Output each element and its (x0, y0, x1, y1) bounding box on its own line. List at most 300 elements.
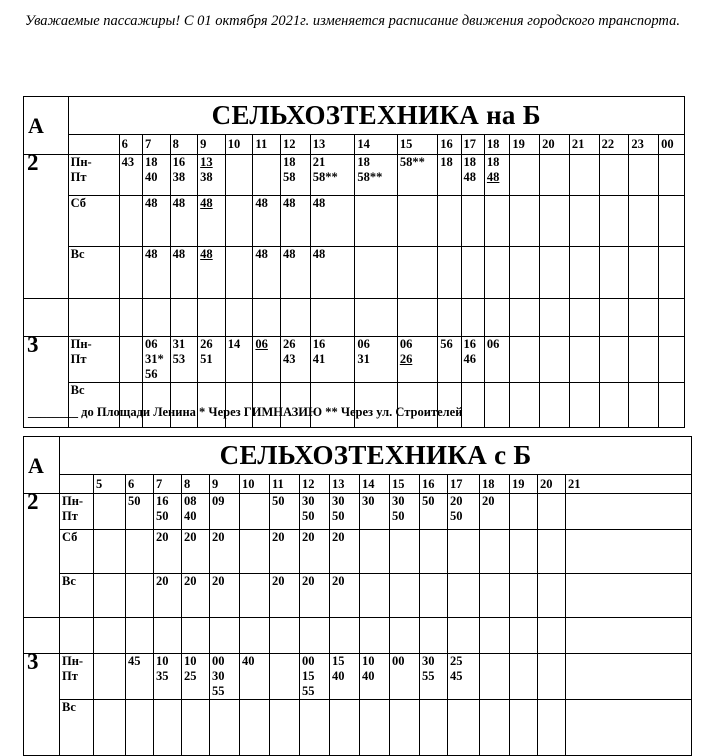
hour-header: 14 (360, 475, 390, 494)
day-label: Вс (70, 383, 85, 397)
hour-header: 15 (397, 135, 437, 155)
separator-cell (360, 618, 390, 654)
hour-header: 18 (484, 135, 509, 155)
departure-minute: 26 (200, 337, 213, 351)
hour-header: 13 (330, 475, 360, 494)
departure-minute: 48 (172, 196, 186, 210)
departure-minute: 56 (440, 337, 453, 351)
hour-header-blank (68, 135, 119, 155)
minute-cell (126, 700, 154, 756)
departure-minute: 51 (200, 352, 213, 366)
day-label: Вс (70, 247, 85, 261)
minute-cell (154, 654, 182, 700)
minute-cell (360, 530, 390, 574)
departure-minute: 16 (156, 494, 169, 508)
day-label: Сб (70, 196, 87, 210)
minute-cell (540, 155, 570, 196)
day-type (60, 574, 94, 618)
minute-cell (448, 574, 480, 618)
departure-minute: 00 (302, 654, 315, 668)
separator-cell (397, 299, 437, 337)
minute-cell (225, 247, 253, 299)
departure-minute: 53 (172, 352, 186, 366)
departure-minute: 31* (144, 352, 164, 366)
separator-cell (599, 299, 629, 337)
separator-cell (540, 299, 570, 337)
minute-cell (119, 196, 142, 247)
departure-minute: 20 (184, 530, 197, 544)
departure-minute: 40 (332, 669, 345, 683)
minute-cell (538, 530, 566, 574)
minute-cell (510, 530, 538, 574)
departure-minute: 16 (312, 337, 326, 351)
departure-minute: 14 (227, 337, 241, 351)
minute-cell (438, 155, 461, 196)
departure-minute: 56 (144, 367, 158, 381)
minute-cell (397, 155, 437, 196)
hour-header: 7 (142, 135, 170, 155)
minute-cell (240, 654, 270, 700)
minute-cell (599, 337, 629, 383)
hour-header: 5 (94, 475, 126, 494)
minute-cell (281, 337, 311, 383)
departure-minute: 40 (184, 509, 197, 523)
schedule-table-to-b (23, 96, 685, 428)
separator-cell (300, 618, 330, 654)
minute-cell (142, 337, 170, 383)
hour-header: 20 (540, 135, 570, 155)
minute-cell (182, 530, 210, 574)
separator-cell (119, 299, 142, 337)
minute-cell (629, 383, 659, 428)
hour-header: 21 (569, 135, 599, 155)
minute-cell (599, 196, 629, 247)
minute-cell (438, 247, 461, 299)
route-number: 2 (24, 494, 60, 618)
minute-cell (330, 654, 360, 700)
minute-cell (210, 700, 240, 756)
departure-minute: 50 (422, 494, 435, 508)
departure-minute: 48 (200, 247, 213, 261)
departure-minute: 50 (128, 494, 141, 508)
route-letter: А (24, 97, 69, 155)
minute-cell (126, 574, 154, 618)
hour-header: 21 (566, 475, 692, 494)
minute-cell (480, 654, 510, 700)
notice-text: Уважаемые пассажиры! С 01 октября 2021г. изменяется расписание движения городского транспорта. (25, 13, 680, 29)
departure-minute: 00 (392, 654, 405, 668)
departure-minute: 08 (184, 494, 197, 508)
separator-cell (170, 299, 198, 337)
departure-minute: 58** (399, 155, 425, 169)
hour-header: 7 (154, 475, 182, 494)
minute-cell (119, 337, 142, 383)
hour-header: 19 (510, 135, 540, 155)
departure-minute: 43 (283, 352, 296, 366)
minute-cell (300, 494, 330, 530)
day-type (68, 337, 119, 383)
hour-header: 6 (126, 475, 154, 494)
departure-minute: 26 (399, 352, 413, 366)
separator-cell (480, 618, 510, 654)
minute-cell (225, 155, 253, 196)
minute-cell (360, 574, 390, 618)
minute-cell (182, 700, 210, 756)
minute-cell (510, 494, 538, 530)
minute-cell (360, 494, 390, 530)
departure-minute: 48 (144, 247, 158, 261)
minute-cell (484, 337, 509, 383)
day-type (60, 700, 94, 756)
minute-cell (510, 574, 538, 618)
minute-cell (540, 247, 570, 299)
minute-cell (484, 383, 509, 428)
minute-cell (355, 155, 397, 196)
separator-cell (659, 299, 685, 337)
hour-header: 10 (225, 135, 253, 155)
minute-cell (510, 383, 540, 428)
minute-cell (438, 196, 461, 247)
day-type (68, 155, 119, 196)
minute-cell (225, 337, 253, 383)
separator-cell (569, 299, 599, 337)
day-label: Пн- (62, 654, 84, 668)
minute-cell (540, 383, 570, 428)
hour-header: 8 (182, 475, 210, 494)
minute-cell (355, 196, 397, 247)
minute-cell (566, 654, 692, 700)
minute-cell (253, 155, 281, 196)
day-type (60, 654, 94, 700)
day-type (68, 196, 119, 247)
day-label: Пт (70, 352, 87, 366)
departure-minute: 10 (156, 654, 169, 668)
minute-cell (310, 337, 355, 383)
minute-cell (281, 247, 311, 299)
minute-cell (569, 337, 599, 383)
minute-cell (253, 247, 281, 299)
minute-cell (461, 196, 484, 247)
minute-cell (569, 155, 599, 196)
minute-cell (198, 247, 226, 299)
separator-cell (225, 299, 253, 337)
separator-cell (420, 618, 448, 654)
legend: ________ до Площади Ленина * Через ГИМНАЗИЮ ** Через ул. Строителей (28, 405, 463, 419)
day-type (60, 530, 94, 574)
minute-cell (390, 574, 420, 618)
minute-cell (182, 574, 210, 618)
departure-minute: 45 (450, 669, 463, 683)
separator-cell (142, 299, 170, 337)
minute-cell (300, 654, 330, 700)
separator-cell (210, 618, 240, 654)
departure-minute: 31 (172, 337, 186, 351)
day-label: Пт (62, 669, 78, 683)
minute-cell (480, 574, 510, 618)
minute-cell (300, 574, 330, 618)
departure-minute: 48 (172, 247, 186, 261)
hour-header: 9 (198, 135, 226, 155)
hour-header: 19 (510, 475, 538, 494)
minute-cell (510, 654, 538, 700)
minute-cell (566, 700, 692, 756)
separator-cell (154, 618, 182, 654)
hour-header: 17 (461, 135, 484, 155)
minute-cell (599, 247, 629, 299)
separator-cell (484, 299, 509, 337)
route-number: 2 (24, 155, 69, 299)
departure-minute: 48 (486, 170, 500, 184)
minute-cell (461, 337, 484, 383)
departure-minute: 48 (200, 196, 213, 210)
minute-cell (154, 574, 182, 618)
departure-minute: 48 (255, 196, 268, 210)
departure-minute: 40 (362, 669, 375, 683)
minute-cell (126, 530, 154, 574)
departure-minute: 50 (450, 509, 463, 523)
day-label: Пт (70, 170, 87, 184)
departure-minute: 40 (144, 170, 158, 184)
minute-cell (599, 155, 629, 196)
minute-cell (355, 247, 397, 299)
day-label: Пт (62, 509, 78, 523)
schedule-table-from-b (23, 436, 692, 756)
minute-cell (126, 494, 154, 530)
departure-minute: 20 (450, 494, 463, 508)
departure-minute: 30 (422, 654, 435, 668)
minute-cell (538, 700, 566, 756)
departure-minute: 58** (312, 170, 338, 184)
minute-cell (538, 654, 566, 700)
minute-cell (119, 155, 142, 196)
minute-cell (330, 700, 360, 756)
departure-minute: 20 (212, 574, 225, 588)
minute-cell (510, 337, 540, 383)
departure-minute: 20 (212, 530, 225, 544)
minute-cell (659, 247, 685, 299)
minute-cell (94, 494, 126, 530)
minute-cell (484, 196, 509, 247)
separator-cell (330, 618, 360, 654)
minute-cell (510, 700, 538, 756)
hour-header: 17 (448, 475, 480, 494)
minute-cell (240, 700, 270, 756)
minute-cell (210, 654, 240, 700)
minute-cell (390, 494, 420, 530)
hour-header: 8 (170, 135, 198, 155)
minute-cell (210, 530, 240, 574)
departure-minute: 26 (283, 337, 296, 351)
departure-minute: 20 (302, 530, 315, 544)
separator-cell (68, 299, 119, 337)
minute-cell (629, 247, 659, 299)
day-label: Вс (62, 574, 76, 588)
departure-minute: 48 (312, 196, 326, 210)
day-label: Пн- (70, 337, 92, 351)
minute-cell (182, 654, 210, 700)
minute-cell (629, 155, 659, 196)
departure-minute: 55 (422, 669, 435, 683)
departure-minute: 16 (463, 337, 477, 351)
separator-cell (629, 299, 659, 337)
minute-cell (390, 530, 420, 574)
day-type (60, 494, 94, 530)
departure-minute: 31 (357, 352, 370, 366)
hour-header: 9 (210, 475, 240, 494)
minute-cell (170, 155, 198, 196)
minute-cell (198, 337, 226, 383)
separator-cell (94, 618, 126, 654)
minute-cell (154, 700, 182, 756)
minute-cell (510, 196, 540, 247)
departure-minute: 50 (272, 494, 285, 508)
minute-cell (629, 337, 659, 383)
minute-cell (310, 247, 355, 299)
minute-cell (270, 700, 300, 756)
minute-cell (461, 247, 484, 299)
minute-cell (540, 196, 570, 247)
minute-cell (300, 700, 330, 756)
departure-minute: 20 (332, 530, 345, 544)
departure-minute: 25 (450, 654, 463, 668)
separator-cell (566, 618, 692, 654)
minute-cell (154, 530, 182, 574)
departure-minute: 06 (255, 337, 268, 351)
separator-cell (198, 299, 226, 337)
minute-cell (170, 196, 198, 247)
departure-minute: 21 (312, 155, 326, 169)
departure-minute: 48 (463, 170, 477, 184)
minute-cell (94, 530, 126, 574)
departure-minute: 18 (283, 155, 296, 169)
separator-cell (240, 618, 270, 654)
separator-cell (281, 299, 311, 337)
minute-cell (310, 196, 355, 247)
day-label: Пн- (70, 155, 92, 169)
departure-minute: 40 (242, 654, 255, 668)
minute-cell (300, 530, 330, 574)
hour-header: 6 (119, 135, 142, 155)
departure-minute: 43 (121, 155, 135, 169)
minute-cell (240, 530, 270, 574)
minute-cell (253, 337, 281, 383)
departure-minute: 10 (184, 654, 197, 668)
departure-minute: 48 (283, 247, 296, 261)
minute-cell (510, 247, 540, 299)
minute-cell (659, 337, 685, 383)
day-type (68, 247, 119, 299)
departure-minute: 50 (392, 509, 405, 523)
minute-cell (270, 494, 300, 530)
minute-cell (448, 654, 480, 700)
minute-cell (484, 247, 509, 299)
minute-cell (94, 700, 126, 756)
minute-cell (484, 155, 509, 196)
departure-minute: 48 (312, 247, 326, 261)
minute-cell (198, 196, 226, 247)
minute-cell (270, 574, 300, 618)
departure-minute: 41 (312, 352, 326, 366)
minute-cell (154, 494, 182, 530)
minute-cell (240, 574, 270, 618)
separator-cell (24, 618, 60, 654)
minute-cell (599, 383, 629, 428)
departure-minute: 20 (272, 574, 285, 588)
minute-cell (270, 654, 300, 700)
route-number: 3 (24, 654, 60, 756)
minute-cell (355, 337, 397, 383)
minute-cell (480, 530, 510, 574)
minute-cell (281, 196, 311, 247)
departure-minute: 20 (272, 530, 285, 544)
departure-minute: 50 (302, 509, 315, 523)
day-label: Сб (62, 530, 78, 544)
minute-cell (420, 700, 448, 756)
separator-cell (310, 299, 355, 337)
hour-header: 18 (480, 475, 510, 494)
departure-minute: 06 (486, 337, 500, 351)
minute-cell (330, 494, 360, 530)
departure-minute: 20 (156, 574, 169, 588)
separator-cell (60, 618, 94, 654)
departure-minute: 48 (255, 247, 268, 261)
departure-minute: 06 (357, 337, 370, 351)
departure-minute: 20 (482, 494, 495, 508)
hour-header: 11 (270, 475, 300, 494)
minute-cell (461, 383, 484, 428)
departure-minute: 46 (463, 352, 477, 366)
hour-header: 11 (253, 135, 281, 155)
separator-cell (510, 299, 540, 337)
separator-cell (182, 618, 210, 654)
hour-header: 10 (240, 475, 270, 494)
day-label: Пн- (62, 494, 84, 508)
minute-cell (240, 494, 270, 530)
separator-cell (270, 618, 300, 654)
departure-minute: 18 (144, 155, 158, 169)
minute-cell (310, 155, 355, 196)
minute-cell (659, 383, 685, 428)
minute-cell (448, 494, 480, 530)
minute-cell (397, 247, 437, 299)
hour-header: 00 (659, 135, 685, 155)
departure-minute: 20 (184, 574, 197, 588)
minute-cell (94, 654, 126, 700)
separator-cell (355, 299, 397, 337)
minute-cell (420, 654, 448, 700)
departure-minute: 16 (172, 155, 186, 169)
separator-cell (538, 618, 566, 654)
separator-cell (510, 618, 538, 654)
minute-cell (480, 494, 510, 530)
hour-header: 13 (310, 135, 355, 155)
minute-cell (397, 196, 437, 247)
departure-minute: 30 (392, 494, 405, 508)
departure-minute: 58** (357, 170, 383, 184)
departure-minute: 20 (156, 530, 169, 544)
minute-cell (182, 494, 210, 530)
minute-cell (330, 574, 360, 618)
departure-minute: 15 (302, 669, 315, 683)
departure-minute: 35 (156, 669, 169, 683)
minute-cell (225, 196, 253, 247)
minute-cell (566, 494, 692, 530)
minute-cell (510, 155, 540, 196)
minute-cell (448, 530, 480, 574)
separator-cell (438, 299, 461, 337)
minute-cell (360, 654, 390, 700)
hour-header: 12 (281, 135, 311, 155)
